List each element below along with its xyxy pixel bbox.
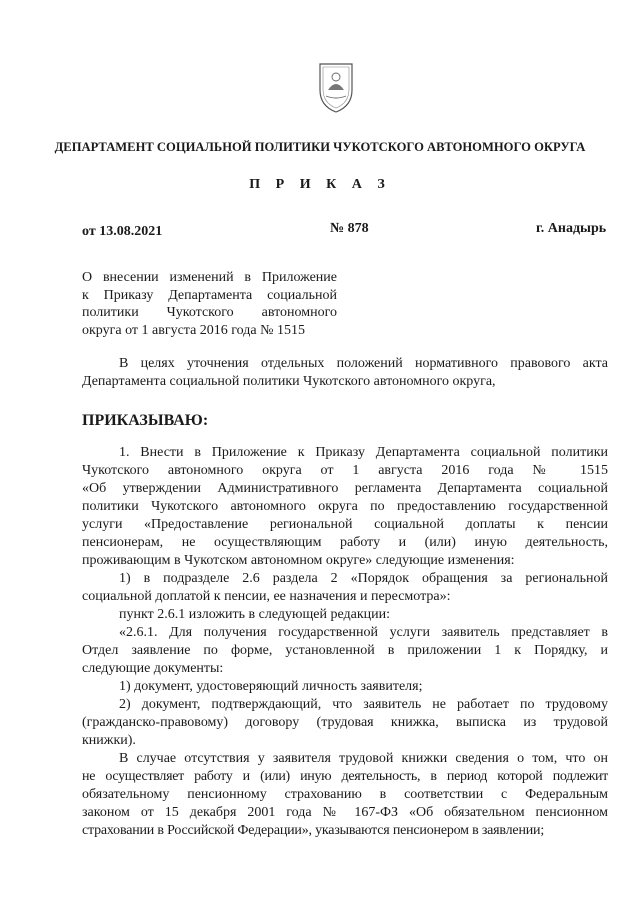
preamble-line: Департамента социальной политики Чукотского автономного округа,: [82, 374, 496, 389]
body-line: следующие документы:: [82, 661, 224, 676]
subject-line: О внесении изменений в Приложение: [82, 270, 337, 285]
body-line: пункт 2.6.1 изложить в следующей редакции:: [119, 607, 390, 622]
body-line: социальной доплатой к пенсии, ее назначения и пересмотра»:: [82, 589, 451, 604]
body-line: пенсионерам, не осуществляющим работу и (или) иную деятельность,: [82, 535, 608, 550]
department-title: ДЕПАРТАМЕНТ СОЦИАЛЬНОЙ ПОЛИТИКИ ЧУКОТСКОГО АВТОНОМНОГО ОКРУГА: [54, 140, 586, 154]
body-line: Чукотского автономного округа от 1 августа 2016 года № 1515: [82, 463, 608, 478]
chukotka-coat-of-arms-icon: [316, 60, 356, 115]
order-date: от 13.08.2021: [82, 224, 163, 239]
body-line: (гражданско-правовому) договору (трудовая книжка, выписка из трудовой: [82, 715, 608, 730]
body-line: законом от 15 декабря 2001 года № 167-ФЗ «Об обязательном пенсионном: [82, 805, 608, 820]
body-line: услуги «Предоставление региональной социальной доплаты к пенсии: [82, 517, 608, 532]
body-line: В случае отсутствия у заявителя трудовой книжки сведения о том, что он: [119, 751, 608, 766]
body-line: проживающим в Чукотском автономном округе» следующие изменения:: [82, 553, 515, 568]
body-line: политики Чукотского автономного округа по предоставлению государственной: [82, 499, 608, 514]
body-line: «Об утверждении Административного регламента Департамента социальной: [82, 481, 608, 496]
order-number: № 878: [330, 221, 369, 236]
body-line: 1. Внести в Приложение к Приказу Департамента социальной политики: [119, 445, 608, 460]
order-body: [82, 444, 608, 840]
preamble: [82, 355, 608, 391]
body-line: 1) документ, удостоверяющий личность заявителя;: [119, 679, 423, 694]
document-type: П Р И К А З: [249, 177, 391, 192]
body-line: «2.6.1. Для получения государственной услуги заявитель представляет в: [119, 625, 608, 640]
body-line: обязательному пенсионному страхованию в соответствии с Федеральным: [82, 787, 608, 802]
body-line: 2) документ, подтверждающий, что заявитель не работает по трудовому: [119, 697, 608, 712]
order-heading: ПРИКАЗЫВАЮ:: [82, 412, 209, 429]
order-city: г. Анадырь: [536, 221, 607, 236]
body-line: Отдел заявление по форме, установленной в приложении 1 к Порядку, и: [82, 643, 608, 658]
subject-line: политики Чукотского автономного: [82, 305, 337, 321]
subject-line: округа от 1 августа 2016 года № 1515: [82, 322, 305, 338]
subject-line: к Приказу Департамента социальной: [82, 287, 337, 303]
body-line: 1) в подразделе 2.6 раздела 2 «Порядок обращения за региональной: [119, 571, 608, 586]
body-line: книжки).: [82, 733, 136, 748]
preamble-line: В целях уточнения отдельных положений нормативного правового акта: [119, 356, 608, 371]
body-line: не осуществляет работу и (или) иную деятельность, в период которой подлежит: [82, 769, 608, 784]
order-subject: [82, 269, 337, 339]
body-line: страховании в Российской Федерации», указываются пенсионером в заявлении;: [82, 823, 545, 838]
